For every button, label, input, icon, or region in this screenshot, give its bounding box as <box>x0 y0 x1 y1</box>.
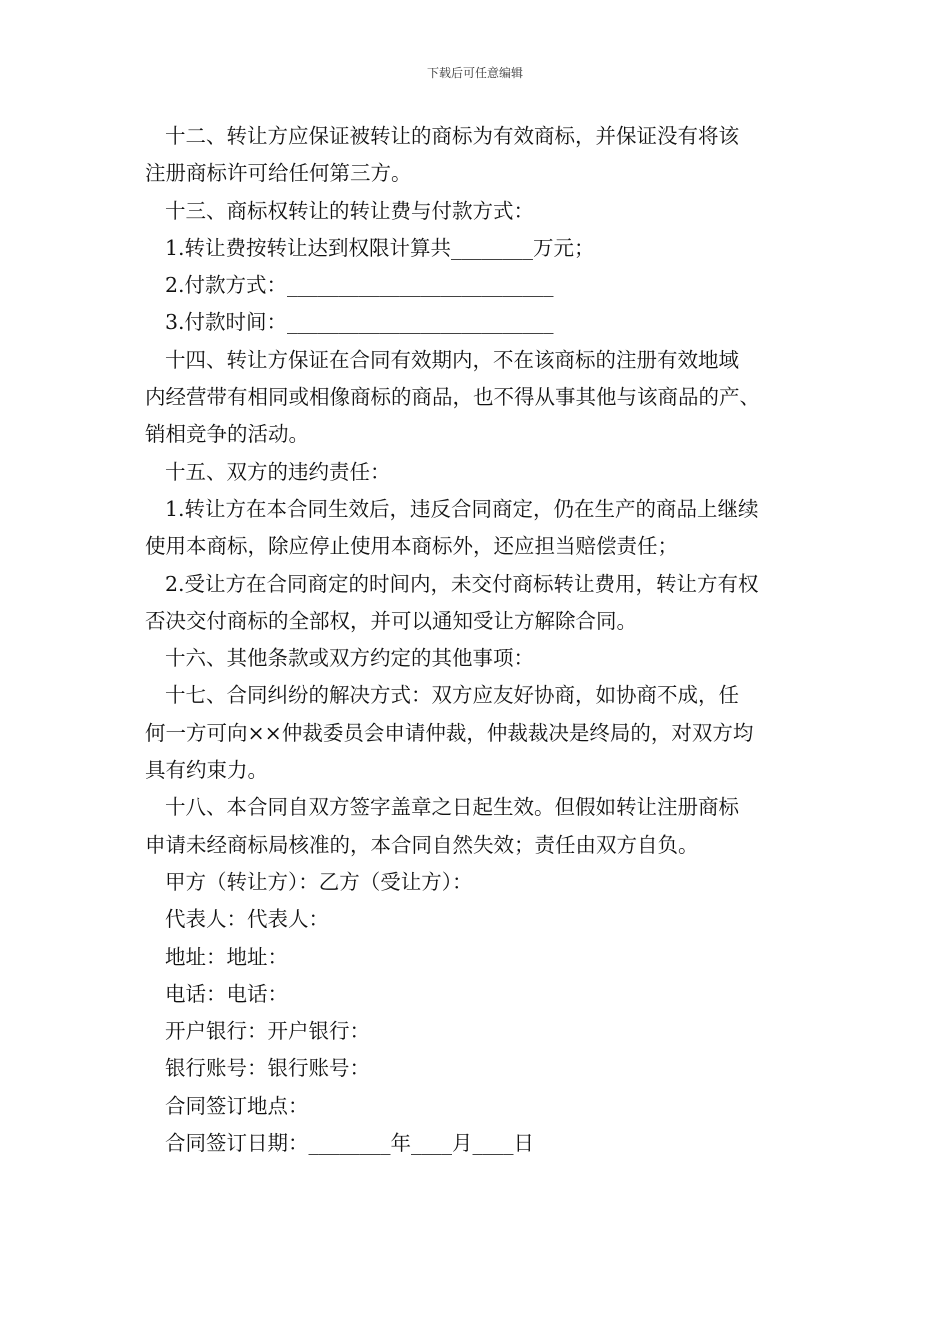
clause-14-line-3: 销相竞争的活动。 <box>145 422 309 447</box>
signing-place-line: 合同签订地点： <box>165 1093 309 1118</box>
clause-15-item-1-line-2: 使用本商标，除应停止使用本商标外，还应担当赔偿责任； <box>145 534 678 559</box>
clause-15-item-2-line-2: 否决交付商标的全部权，并可以通知受让方解除合同。 <box>145 608 637 633</box>
clause-13-item-1: 1.转让费按转让达到权限计算共________万元； <box>165 235 595 260</box>
representative-line: 代表人：代表人： <box>165 907 329 932</box>
document-body <box>145 118 815 1162</box>
phone-line: 电话：电话： <box>165 981 288 1006</box>
clause-13-heading: 十三、商标权转让的转让费与付款方式： <box>165 198 534 223</box>
clause-13-item-2: 2.付款方式：__________________________ <box>165 273 554 298</box>
clause-14-line-2: 内经营带有相同或相像商标的商品，也不得从事其他与该商品的产、 <box>145 385 760 410</box>
clause-15-heading: 十五、双方的违约责任： <box>165 459 391 484</box>
clause-17-line-2: 何一方可向××仲裁委员会申请仲裁，仲裁裁决是终局的，对双方均 <box>145 720 754 745</box>
address-line: 地址：地址： <box>165 944 288 969</box>
signing-date-line: 合同签订日期：________年____月____日 <box>165 1131 534 1156</box>
clause-15-item-1-line-1: 1.转让方在本合同生效后，违反合同商定，仍在生产的商品上继续 <box>165 496 759 521</box>
page-header: 下载后可任意编辑 <box>426 66 523 80</box>
party-line: 甲方（转让方）：乙方（受让方）： <box>165 869 473 894</box>
clause-13-item-3: 3.付款时间：__________________________ <box>165 310 554 335</box>
clause-18-line-1: 十八、本合同自双方签字盖章之日起生效。但假如转让注册商标 <box>165 795 739 820</box>
clause-17-line-1: 十七、合同纠纷的解决方式：双方应友好协商，如协商不成，任 <box>165 683 739 708</box>
clause-15-item-2-line-1: 2.受让方在合同商定的时间内，未交付商标转让费用，转让方有权 <box>165 571 759 596</box>
clause-17-line-3: 具有约束力。 <box>145 758 268 783</box>
clause-12-line-1: 十二、转让方应保证被转让的商标为有效商标，并保证没有将该 <box>165 124 739 148</box>
clause-12-line-2: 注册商标许可给任何第三方。 <box>145 161 412 186</box>
account-line: 银行账号：银行账号： <box>165 1056 370 1081</box>
clause-18-line-2: 申请未经商标局核准的，本合同自然失效；责任由双方自负。 <box>145 832 699 857</box>
clause-16: 十六、其他条款或双方约定的其他事项： <box>165 646 534 671</box>
clause-14-line-1: 十四、转让方保证在合同有效期内，不在该商标的注册有效地域 <box>165 347 739 372</box>
bank-line: 开户银行：开户银行： <box>165 1019 370 1044</box>
